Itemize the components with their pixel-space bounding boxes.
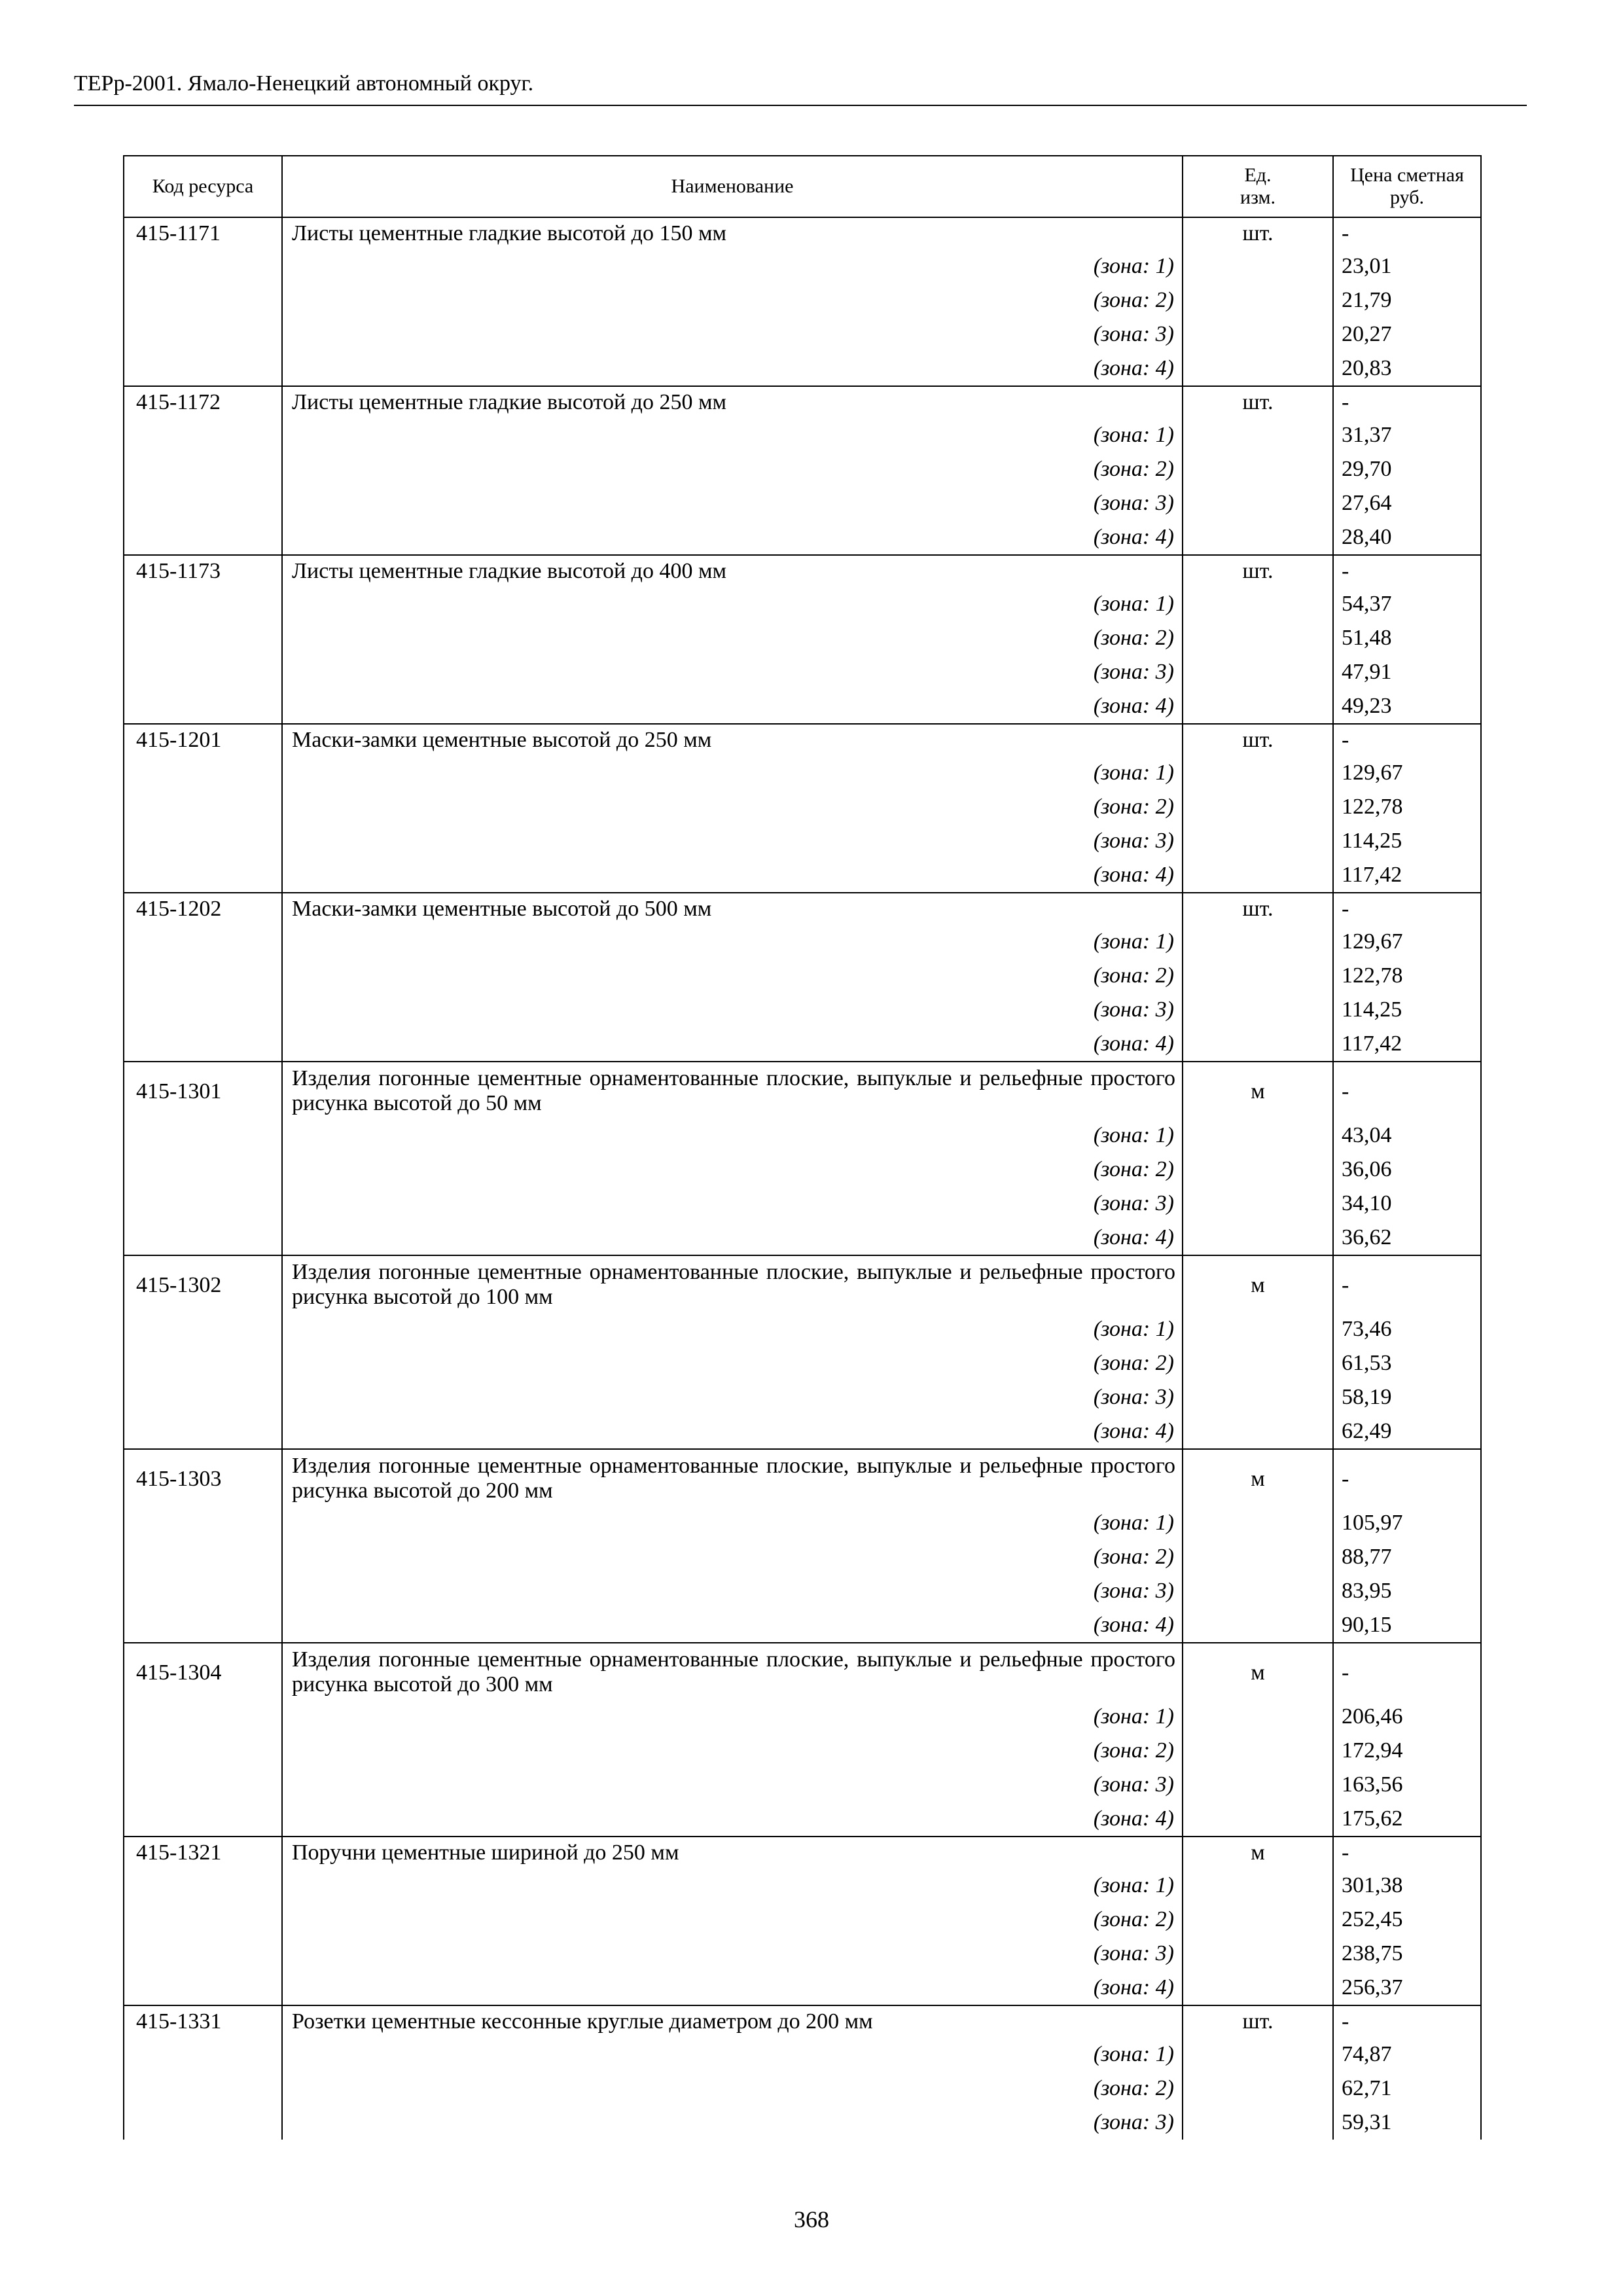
zone-label: (зона: 1) — [282, 1119, 1183, 1153]
zone-label: (зона: 1) — [282, 1700, 1183, 1734]
zone-row — [124, 1312, 1481, 1346]
zone-price: 36,62 — [1333, 1221, 1481, 1255]
zone-price: 31,37 — [1333, 418, 1481, 452]
empty-cell — [1183, 2106, 1333, 2140]
zone-price: 54,37 — [1333, 587, 1481, 621]
resource-price: - — [1333, 893, 1481, 925]
price-header-line1: Цена сметная — [1350, 164, 1464, 186]
resource-name: Розетки цементные кессонные круглые диаметром до 200 мм — [282, 2005, 1183, 2037]
zone-price: 83,95 — [1333, 1574, 1481, 1608]
zone-row — [124, 1700, 1481, 1734]
zone-row — [124, 925, 1481, 959]
empty-cell — [124, 1346, 282, 1380]
empty-cell — [124, 1574, 282, 1608]
zone-label: (зона: 2) — [282, 1734, 1183, 1768]
zone-row — [124, 351, 1481, 386]
zone-row — [124, 1574, 1481, 1608]
empty-cell — [124, 249, 282, 283]
zone-label: (зона: 3) — [282, 1937, 1183, 1971]
empty-cell — [1183, 249, 1333, 283]
empty-cell — [1183, 317, 1333, 351]
resource-code: 415-1302 — [124, 1255, 282, 1312]
zone-label: (зона: 3) — [282, 655, 1183, 689]
table-row — [124, 1837, 1481, 1869]
zone-row — [124, 655, 1481, 689]
resource-code: 415-1321 — [124, 1837, 282, 1869]
zone-price: 21,79 — [1333, 283, 1481, 317]
empty-cell — [124, 1608, 282, 1643]
zone-row — [124, 452, 1481, 486]
zone-label: (зона: 4) — [282, 1221, 1183, 1255]
zone-label: (зона: 1) — [282, 756, 1183, 790]
page-number: 368 — [794, 2206, 829, 2233]
column-header-name: Наименование — [282, 156, 1183, 217]
empty-cell — [1183, 418, 1333, 452]
resource-code: 415-1202 — [124, 893, 282, 925]
empty-cell — [1183, 486, 1333, 520]
empty-cell — [124, 858, 282, 893]
resource-name: Маски-замки цементные высотой до 250 мм — [282, 724, 1183, 756]
zone-row — [124, 1346, 1481, 1380]
resource-name: Маски-замки цементные высотой до 500 мм — [282, 893, 1183, 925]
empty-cell — [124, 621, 282, 655]
zone-price: 61,53 — [1333, 1346, 1481, 1380]
empty-cell — [124, 317, 282, 351]
empty-cell — [1183, 2037, 1333, 2072]
resource-unit: шт. — [1183, 724, 1333, 756]
resource-group — [124, 1643, 1481, 1837]
zone-row — [124, 1187, 1481, 1221]
empty-cell — [1183, 1971, 1333, 2005]
resource-price: - — [1333, 555, 1481, 587]
zone-price: 28,40 — [1333, 520, 1481, 555]
zone-label: (зона: 3) — [282, 486, 1183, 520]
zone-label: (зона: 4) — [282, 1971, 1183, 2005]
zone-label: (зона: 1) — [282, 1869, 1183, 1903]
empty-cell — [1183, 756, 1333, 790]
zone-price: 256,37 — [1333, 1971, 1481, 2005]
empty-cell — [1183, 993, 1333, 1027]
empty-cell — [124, 1768, 282, 1802]
table-row — [124, 893, 1481, 925]
empty-cell — [124, 1903, 282, 1937]
table-row — [124, 724, 1481, 756]
zone-price: 301,38 — [1333, 1869, 1481, 1903]
empty-cell — [1183, 1903, 1333, 1937]
empty-cell — [124, 351, 282, 386]
zone-price: 114,25 — [1333, 824, 1481, 858]
zone-price: 238,75 — [1333, 1937, 1481, 1971]
empty-cell — [124, 1540, 282, 1574]
resource-unit: шт. — [1183, 893, 1333, 925]
resource-price: - — [1333, 1449, 1481, 1506]
zone-label: (зона: 1) — [282, 587, 1183, 621]
empty-cell — [124, 587, 282, 621]
resource-name: Изделия погонные цементные орнаментованные плоские, выпуклые и рельефные простого рисунка высотой до 100 мм — [282, 1255, 1183, 1312]
zone-row — [124, 520, 1481, 555]
empty-cell — [1183, 1574, 1333, 1608]
resource-unit: м — [1183, 1449, 1333, 1506]
empty-cell — [124, 1937, 282, 1971]
empty-cell — [1183, 1119, 1333, 1153]
empty-cell — [1183, 655, 1333, 689]
empty-cell — [124, 1700, 282, 1734]
zone-price: 23,01 — [1333, 249, 1481, 283]
empty-cell — [124, 689, 282, 724]
resource-group — [124, 1255, 1481, 1449]
zone-label: (зона: 3) — [282, 1187, 1183, 1221]
zone-price: 62,71 — [1333, 2072, 1481, 2106]
zone-label: (зона: 4) — [282, 520, 1183, 555]
table-row — [124, 2005, 1481, 2037]
zone-row — [124, 249, 1481, 283]
resource-unit: м — [1183, 1255, 1333, 1312]
zone-price: 172,94 — [1333, 1734, 1481, 1768]
resource-price: - — [1333, 1837, 1481, 1869]
empty-cell — [124, 2106, 282, 2140]
resource-price: - — [1333, 217, 1481, 249]
empty-cell — [1183, 1153, 1333, 1187]
resource-unit: шт. — [1183, 217, 1333, 249]
resource-code: 415-1303 — [124, 1449, 282, 1506]
empty-cell — [1183, 925, 1333, 959]
price-header-line2: руб. — [1390, 187, 1424, 208]
zone-label: (зона: 3) — [282, 1380, 1183, 1414]
zone-label: (зона: 1) — [282, 2037, 1183, 2072]
zone-price: 74,87 — [1333, 2037, 1481, 2072]
zone-row — [124, 587, 1481, 621]
resource-name: Поручни цементные шириной до 250 мм — [282, 1837, 1183, 1869]
zone-label: (зона: 1) — [282, 925, 1183, 959]
resource-price: - — [1333, 1643, 1481, 1700]
table-row — [124, 386, 1481, 418]
header-rule — [74, 105, 1527, 106]
zone-price: 88,77 — [1333, 1540, 1481, 1574]
zone-row — [124, 993, 1481, 1027]
zone-price: 49,23 — [1333, 689, 1481, 724]
zone-price: 58,19 — [1333, 1380, 1481, 1414]
zone-price: 117,42 — [1333, 1027, 1481, 1062]
zone-row — [124, 2072, 1481, 2106]
zone-row — [124, 1937, 1481, 1971]
column-header-unit — [1183, 156, 1333, 217]
zone-price: 206,46 — [1333, 1700, 1481, 1734]
resource-code: 415-1304 — [124, 1643, 282, 1700]
empty-cell — [1183, 1027, 1333, 1062]
zone-price: 122,78 — [1333, 790, 1481, 824]
zone-row — [124, 621, 1481, 655]
zone-price: 51,48 — [1333, 621, 1481, 655]
empty-cell — [124, 1414, 282, 1449]
empty-cell — [124, 824, 282, 858]
zone-row — [124, 756, 1481, 790]
resource-unit: шт. — [1183, 555, 1333, 587]
zone-label: (зона: 3) — [282, 1768, 1183, 1802]
empty-cell — [1183, 959, 1333, 993]
empty-cell — [124, 2072, 282, 2106]
zone-price: 36,06 — [1333, 1153, 1481, 1187]
empty-cell — [1183, 1312, 1333, 1346]
empty-cell — [124, 1221, 282, 1255]
unit-header-line2: изм. — [1240, 187, 1275, 208]
resource-unit: м — [1183, 1837, 1333, 1869]
zone-row — [124, 1221, 1481, 1255]
page-header-title: ТЕРр-2001. Ямало-Ненецкий автономный округ. — [74, 71, 534, 96]
empty-cell — [1183, 283, 1333, 317]
zone-price: 90,15 — [1333, 1608, 1481, 1643]
table-row — [124, 1255, 1481, 1312]
zone-label: (зона: 2) — [282, 1153, 1183, 1187]
resource-group — [124, 893, 1481, 1062]
empty-cell — [124, 1869, 282, 1903]
zone-price: 29,70 — [1333, 452, 1481, 486]
zone-label: (зона: 2) — [282, 452, 1183, 486]
zone-price: 175,62 — [1333, 1802, 1481, 1837]
zone-price: 47,91 — [1333, 655, 1481, 689]
zone-price: 20,27 — [1333, 317, 1481, 351]
empty-cell — [1183, 520, 1333, 555]
zone-label: (зона: 2) — [282, 959, 1183, 993]
empty-cell — [124, 993, 282, 1027]
zone-row — [124, 1380, 1481, 1414]
unit-header-line1: Ед. — [1244, 164, 1272, 186]
empty-cell — [1183, 1768, 1333, 1802]
empty-cell — [1183, 1506, 1333, 1540]
zone-label: (зона: 3) — [282, 1574, 1183, 1608]
zone-row — [124, 1153, 1481, 1187]
zone-price: 27,64 — [1333, 486, 1481, 520]
zone-row — [124, 1869, 1481, 1903]
zone-label: (зона: 4) — [282, 351, 1183, 386]
table-row — [124, 555, 1481, 587]
resource-group — [124, 217, 1481, 386]
resource-price: - — [1333, 1062, 1481, 1119]
empty-cell — [124, 283, 282, 317]
resource-code: 415-1173 — [124, 555, 282, 587]
resource-code: 415-1301 — [124, 1062, 282, 1119]
empty-cell — [124, 1734, 282, 1768]
resource-group — [124, 2005, 1481, 2140]
zone-row — [124, 1802, 1481, 1837]
empty-cell — [124, 1312, 282, 1346]
empty-cell — [1183, 1346, 1333, 1380]
resource-group — [124, 1449, 1481, 1643]
zone-price: 62,49 — [1333, 1414, 1481, 1449]
zone-label: (зона: 4) — [282, 858, 1183, 893]
zone-label: (зона: 4) — [282, 1608, 1183, 1643]
empty-cell — [1183, 452, 1333, 486]
zone-label: (зона: 2) — [282, 2072, 1183, 2106]
zone-price: 20,83 — [1333, 351, 1481, 386]
table-header — [124, 156, 1481, 217]
zone-row — [124, 1027, 1481, 1062]
zone-price: 163,56 — [1333, 1768, 1481, 1802]
zone-row — [124, 2037, 1481, 2072]
empty-cell — [124, 1153, 282, 1187]
empty-cell — [1183, 351, 1333, 386]
zone-price: 122,78 — [1333, 959, 1481, 993]
empty-cell — [1183, 1802, 1333, 1837]
empty-cell — [1183, 1540, 1333, 1574]
resource-unit: м — [1183, 1062, 1333, 1119]
empty-cell — [1183, 1700, 1333, 1734]
empty-cell — [124, 1119, 282, 1153]
resource-name: Изделия погонные цементные орнаментованные плоские, выпуклые и рельефные простого рисунка высотой до 50 мм — [282, 1062, 1183, 1119]
zone-label: (зона: 4) — [282, 1027, 1183, 1062]
empty-cell — [124, 1506, 282, 1540]
empty-cell — [1183, 1608, 1333, 1643]
empty-cell — [1183, 1734, 1333, 1768]
table-row — [124, 217, 1481, 249]
empty-cell — [124, 2037, 282, 2072]
empty-cell — [124, 1802, 282, 1837]
zone-label: (зона: 2) — [282, 283, 1183, 317]
resource-name: Листы цементные гладкие высотой до 250 мм — [282, 386, 1183, 418]
zone-row — [124, 317, 1481, 351]
resource-group — [124, 386, 1481, 555]
zone-row — [124, 486, 1481, 520]
zone-price: 129,67 — [1333, 925, 1481, 959]
zone-label: (зона: 1) — [282, 1312, 1183, 1346]
zone-row — [124, 418, 1481, 452]
empty-cell — [1183, 1414, 1333, 1449]
resource-code: 415-1171 — [124, 217, 282, 249]
zone-row — [124, 1119, 1481, 1153]
empty-cell — [1183, 1380, 1333, 1414]
resource-group — [124, 724, 1481, 893]
empty-cell — [1183, 824, 1333, 858]
zone-price: 129,67 — [1333, 756, 1481, 790]
resource-price: - — [1333, 2005, 1481, 2037]
zone-label: (зона: 2) — [282, 790, 1183, 824]
zone-label: (зона: 3) — [282, 993, 1183, 1027]
zone-label: (зона: 1) — [282, 418, 1183, 452]
zone-row — [124, 689, 1481, 724]
zone-label: (зона: 1) — [282, 249, 1183, 283]
zone-row — [124, 283, 1481, 317]
zone-row — [124, 824, 1481, 858]
resource-name: Листы цементные гладкие высотой до 400 мм — [282, 555, 1183, 587]
zone-row — [124, 790, 1481, 824]
resource-price: - — [1333, 724, 1481, 756]
resource-code: 415-1331 — [124, 2005, 282, 2037]
empty-cell — [124, 1971, 282, 2005]
table-row — [124, 1449, 1481, 1506]
zone-price: 114,25 — [1333, 993, 1481, 1027]
resource-name: Изделия погонные цементные орнаментованные плоские, выпуклые и рельефные простого рисунка высотой до 200 мм — [282, 1449, 1183, 1506]
empty-cell — [124, 925, 282, 959]
empty-cell — [1183, 1221, 1333, 1255]
zone-price: 117,42 — [1333, 858, 1481, 893]
zone-price: 105,97 — [1333, 1506, 1481, 1540]
zone-row — [124, 1903, 1481, 1937]
empty-cell — [1183, 790, 1333, 824]
table-row — [124, 1643, 1481, 1700]
column-header-code: Код ресурса — [124, 156, 282, 217]
zone-label: (зона: 2) — [282, 621, 1183, 655]
empty-cell — [124, 452, 282, 486]
zone-label: (зона: 4) — [282, 1414, 1183, 1449]
resource-group — [124, 555, 1481, 724]
empty-cell — [124, 655, 282, 689]
resource-group — [124, 1837, 1481, 2005]
zone-label: (зона: 2) — [282, 1903, 1183, 1937]
zone-price: 252,45 — [1333, 1903, 1481, 1937]
empty-cell — [124, 1027, 282, 1062]
zone-label: (зона: 3) — [282, 317, 1183, 351]
empty-cell — [1183, 1937, 1333, 1971]
price-table — [123, 155, 1482, 2140]
resource-unit: шт. — [1183, 2005, 1333, 2037]
resource-unit: шт. — [1183, 386, 1333, 418]
empty-cell — [124, 418, 282, 452]
zone-label: (зона: 2) — [282, 1346, 1183, 1380]
resource-name: Листы цементные гладкие высотой до 150 мм — [282, 217, 1183, 249]
table-row — [124, 1062, 1481, 1119]
empty-cell — [1183, 1869, 1333, 1903]
zone-row — [124, 2106, 1481, 2140]
empty-cell — [1183, 1187, 1333, 1221]
empty-cell — [1183, 689, 1333, 724]
zone-label: (зона: 4) — [282, 1802, 1183, 1837]
empty-cell — [1183, 858, 1333, 893]
zone-row — [124, 1768, 1481, 1802]
resource-group — [124, 1062, 1481, 1255]
zone-label: (зона: 3) — [282, 824, 1183, 858]
zone-price: 73,46 — [1333, 1312, 1481, 1346]
zone-row — [124, 959, 1481, 993]
empty-cell — [124, 756, 282, 790]
zone-row — [124, 1734, 1481, 1768]
zone-row — [124, 1540, 1481, 1574]
resource-name: Изделия погонные цементные орнаментованные плоские, выпуклые и рельефные простого рисунка высотой до 300 мм — [282, 1643, 1183, 1700]
zone-price: 34,10 — [1333, 1187, 1481, 1221]
zone-label: (зона: 1) — [282, 1506, 1183, 1540]
zone-label: (зона: 4) — [282, 689, 1183, 724]
zone-row — [124, 1608, 1481, 1643]
column-header-price — [1333, 156, 1481, 217]
empty-cell — [1183, 587, 1333, 621]
zone-price: 59,31 — [1333, 2106, 1481, 2140]
zone-row — [124, 858, 1481, 893]
empty-cell — [124, 1380, 282, 1414]
empty-cell — [124, 790, 282, 824]
empty-cell — [1183, 621, 1333, 655]
zone-row — [124, 1414, 1481, 1449]
empty-cell — [124, 486, 282, 520]
empty-cell — [1183, 2072, 1333, 2106]
zone-row — [124, 1506, 1481, 1540]
empty-cell — [124, 1187, 282, 1221]
resource-price: - — [1333, 386, 1481, 418]
zone-price: 43,04 — [1333, 1119, 1481, 1153]
resource-code: 415-1201 — [124, 724, 282, 756]
empty-cell — [124, 520, 282, 555]
resource-price: - — [1333, 1255, 1481, 1312]
resource-code: 415-1172 — [124, 386, 282, 418]
zone-label: (зона: 3) — [282, 2106, 1183, 2140]
resource-unit: м — [1183, 1643, 1333, 1700]
zone-label: (зона: 2) — [282, 1540, 1183, 1574]
zone-row — [124, 1971, 1481, 2005]
empty-cell — [124, 959, 282, 993]
